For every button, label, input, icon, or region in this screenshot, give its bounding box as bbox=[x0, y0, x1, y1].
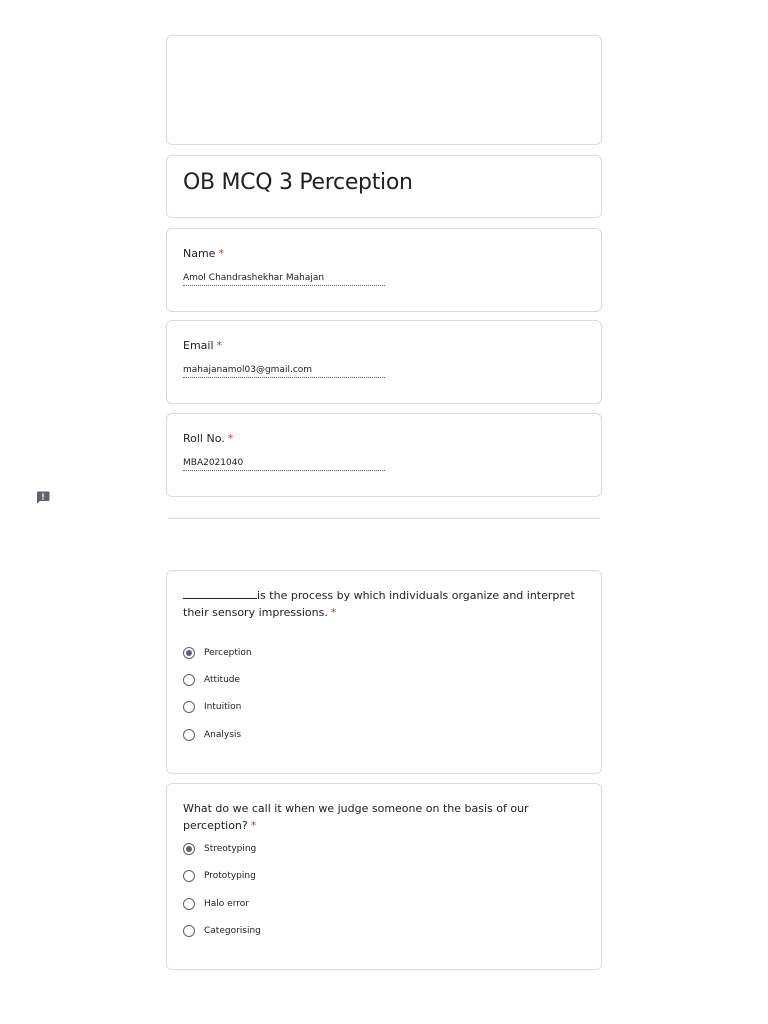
option-streotyping[interactable] bbox=[183, 841, 256, 857]
name-field-label: Name * bbox=[183, 247, 224, 260]
option-attitude[interactable] bbox=[183, 672, 240, 688]
email-input[interactable]: mahajanamol03@gmail.com bbox=[183, 365, 385, 378]
option-label: Categorising bbox=[204, 926, 261, 936]
radio-button-checked[interactable] bbox=[183, 843, 195, 855]
option-label: Halo error bbox=[204, 899, 249, 909]
email-field-card bbox=[166, 320, 602, 404]
option-prototyping[interactable] bbox=[183, 868, 256, 884]
question-card-2 bbox=[166, 783, 602, 970]
radio-button[interactable] bbox=[183, 870, 195, 882]
roll-no-field-label: Roll No. * bbox=[183, 432, 234, 445]
email-field-label: Email * bbox=[183, 339, 223, 352]
name-field-card bbox=[166, 228, 602, 312]
option-label: Intuition bbox=[204, 702, 242, 712]
report-problem-icon[interactable] bbox=[36, 491, 50, 504]
blank-line bbox=[183, 588, 257, 599]
option-label: Attitude bbox=[204, 675, 241, 685]
required-mark: * bbox=[216, 339, 223, 352]
required-mark: * bbox=[250, 819, 257, 832]
option-label: Perception bbox=[204, 648, 252, 658]
radio-button[interactable] bbox=[183, 729, 195, 741]
roll-no-input[interactable]: MBA2021040 bbox=[183, 458, 385, 471]
radio-button-checked[interactable] bbox=[183, 647, 195, 659]
roll-no-field-card bbox=[166, 413, 602, 497]
radio-button[interactable] bbox=[183, 925, 195, 937]
radio-button[interactable] bbox=[183, 898, 195, 910]
question-text-1: is the process by which individuals organize and interpret their sensory impressions. * bbox=[183, 589, 575, 619]
required-mark: * bbox=[218, 247, 224, 260]
option-categorising[interactable] bbox=[183, 923, 261, 939]
radio-button[interactable] bbox=[183, 674, 195, 686]
option-perception[interactable] bbox=[183, 645, 252, 661]
question-text-2: What do we call it when we judge someone on the basis of our perception? * bbox=[183, 802, 529, 832]
form-title: OB MCQ 3 Perception bbox=[183, 170, 413, 195]
option-intuition[interactable] bbox=[183, 699, 241, 715]
name-input[interactable]: Amol Chandrashekhar Mahajan bbox=[183, 273, 385, 286]
section-divider bbox=[168, 518, 600, 519]
option-halo-error[interactable] bbox=[183, 896, 249, 912]
option-label: Analysis bbox=[204, 730, 242, 740]
option-label: Streotyping bbox=[204, 844, 257, 854]
option-label: Prototyping bbox=[204, 871, 256, 881]
option-analysis[interactable] bbox=[183, 727, 241, 743]
required-mark: * bbox=[227, 432, 234, 445]
form-header-card bbox=[166, 35, 602, 145]
question-card-1 bbox=[166, 570, 602, 774]
radio-button[interactable] bbox=[183, 701, 195, 713]
form-title-card bbox=[166, 155, 602, 218]
required-mark: * bbox=[330, 606, 337, 619]
